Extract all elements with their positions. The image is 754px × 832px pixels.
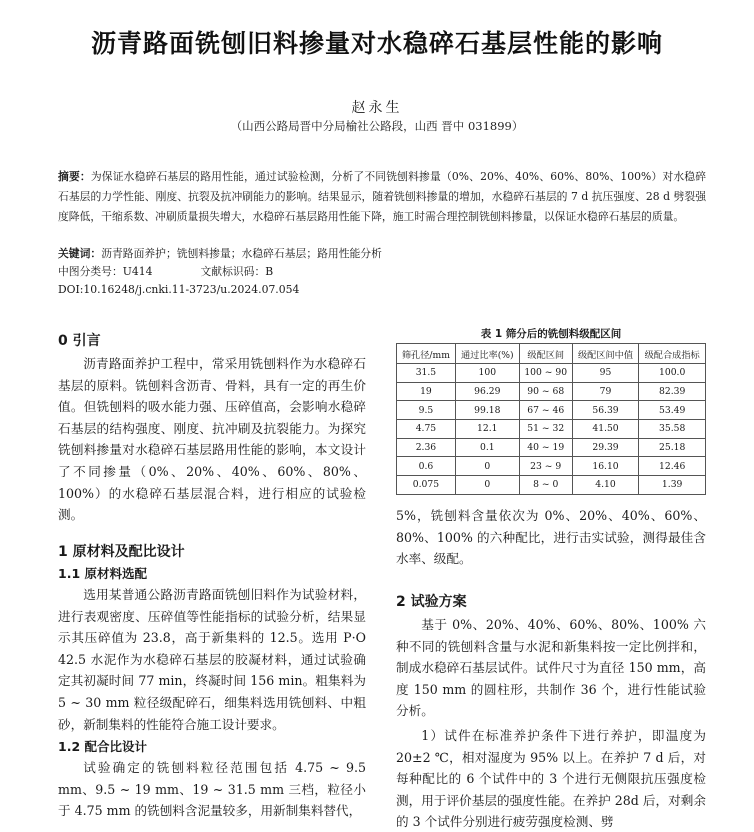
table-cell: 12.1 — [455, 420, 519, 439]
table-cell: 95 — [572, 364, 639, 383]
section-2-paragraph-1: 基于 0%、20%、40%、60%、80%、100% 六种不同的铣刨料含量与水泥和新集料按一定比例拌和，制成水稳碎石基层试件。试件尺寸为直径 150 mm，高度 150 mm 的圆柱形，共制作 36 个，进行性能试验分析。 — [396, 617, 706, 719]
table-cell: 99.18 — [455, 401, 519, 420]
section-1-1-heading: 1.1 原材料选配 — [58, 566, 147, 581]
table-cell: 29.39 — [572, 438, 639, 457]
table-cell: 4.10 — [572, 476, 639, 495]
section-1-2-heading: 1.2 配合比设计 — [58, 739, 147, 755]
table-cell: 100 ~ 90 — [519, 364, 572, 383]
section-1-2-paragraph: 试验确定的铣刨料粒径范围包括 4.75 ~ 9.5 mm、9.5 ~ 19 mm、19 ~ 31.5 mm 三档，粒径小于 4.75 mm 的铣刨料含泥量较多，用新制集料替代， — [58, 760, 366, 819]
gradation-table — [396, 343, 706, 495]
table-cell: 56.39 — [572, 401, 639, 420]
table-cell: 90 ~ 68 — [519, 382, 572, 401]
affiliation: （山西公路局晋中分局榆社公路段，山西 晋中 031899） — [230, 119, 524, 133]
table-row — [397, 420, 706, 439]
table-cell: 79 — [572, 382, 639, 401]
table-cell: 53.49 — [639, 401, 706, 420]
table-cell: 2.36 — [397, 438, 456, 457]
table-cell: 41.50 — [572, 420, 639, 439]
abstract-label: 摘要： — [58, 170, 91, 183]
table-header-cell: 筛孔径/mm — [397, 344, 456, 364]
table-cell: 100 — [455, 364, 519, 383]
table-cell: 12.46 — [639, 457, 706, 476]
paper-title: 沥青路面铣刨旧料掺量对水稳碎石基层性能的影响 — [90, 29, 663, 58]
keywords-label: 关键词： — [58, 247, 102, 260]
abstract-text: 为保证水稳碎石基层的路用性能，通过试验检测，分析了不同铣刨料掺量（0%、20%、40%、60%、80%、100%）对水稳碎石基层的力学性能、刚度、抗裂及抗冲刷能力的影响。结果显示，随着铣刨料掺量的增加，水稳碎石基层的 7 d 抗压强度、28 d 劈裂强度降低，干缩系数、冲刷质量损失增大，水稳碎石基层路用性能下降，施工时需合理控制铣刨料掺量，以保证水稳碎石基层的质量。 — [58, 170, 707, 223]
clc-label: 中图分类号： — [58, 265, 123, 278]
section-2-paragraph-2: 1）试件在标准养护条件下进行养护，即温度为 20±2 ℃，相对湿度为 95% 以上。在养护 7 d 后，对每种配比的 6 个试件中的 3 个进行无侧限抗压强度检测，用于评价基层的强度性能。在养护 28d 后，对剩余的 3 个试件分别进行疲劳强度检测、劈 — [396, 727, 706, 830]
table-cell: 40 ~ 19 — [519, 438, 572, 457]
abstract — [58, 167, 706, 226]
table-cell: 96.29 — [455, 382, 519, 401]
section-0 — [58, 329, 366, 526]
classification — [58, 263, 273, 280]
table-cell: 23 ~ 9 — [519, 457, 572, 476]
table-cell: 16.10 — [572, 457, 639, 476]
table-cell: 100.0 — [639, 364, 706, 383]
table-row — [397, 401, 706, 420]
table-cell: 0 — [455, 457, 519, 476]
keywords-text: 沥青路面养护；铣刨料掺量；水稳碎石基层；路用性能分析 — [101, 247, 382, 260]
table-header-cell: 级配合成指标 — [639, 344, 706, 364]
table-row — [397, 476, 706, 495]
section-1-1-paragraph: 选用某普通公路沥青路面铣刨旧料作为试验材料，进行表观密度、压碎值等性能指标的试验分析，结果显示其压碎值为 23.8，高于新集料的 12.5。选用 P·O 42.5 水泥作为水稳碎石基层的胶凝材料，通过试验确定其初凝时间 77 min，终凝时间 156 min。粗集料为 5 ~ 30 mm 粒径级配碎石，细集料选用铣刨料、中粗砂，新制集料的性能符合施工设计要求。 — [58, 587, 366, 732]
section-2-heading: 2 试验方案 — [396, 594, 467, 610]
table-header-cell: 级配区间 — [519, 344, 572, 364]
table-cell: 25.18 — [639, 438, 706, 457]
table-row — [397, 457, 706, 476]
table-row — [397, 364, 706, 383]
keywords — [58, 245, 706, 262]
table-cell: 0 — [455, 476, 519, 495]
table-cell: 19 — [397, 382, 456, 401]
table-cell: 31.5 — [397, 364, 456, 383]
section-1 — [58, 540, 366, 822]
table-cell: 67 ~ 46 — [519, 401, 572, 420]
table-cell: 82.39 — [639, 382, 706, 401]
table-cell: 35.58 — [639, 420, 706, 439]
doi: DOI:10.16248/j.cnki.11-3723/u.2024.07.054 — [58, 283, 300, 296]
table-cell: 1.39 — [639, 476, 706, 495]
table-cell: 9.5 — [397, 401, 456, 420]
table-cell: 0.1 — [455, 438, 519, 457]
table-caption: 表 1 筛分后的铣刨料级配区间 — [480, 328, 622, 340]
author: 赵永生 — [351, 100, 403, 116]
table-cell: 0.075 — [397, 476, 456, 495]
table-cell: 8 ~ 0 — [519, 476, 572, 495]
section-0-paragraph: 沥青路面养护工程中，常采用铣刨料作为水稳碎石基层的原料。铣刨料含沥青、骨料，具有一定的再生价值。但铣刨料的吸水能力强、压碎值高，会影响水稳碎石基层的结构强度、刚度、抗冲刷及抗裂能力。为探究铣刨料掺量对水稳碎石基层路用性能的影响，本文设计了不同掺量（0%、20%、40%、60%、80%、100%）的水稳碎石基层混合料，进行相应的试验检测。 — [58, 356, 366, 523]
doc-code-value: B — [265, 265, 274, 278]
section-2 — [396, 590, 706, 832]
table-cell: 51 ~ 32 — [519, 420, 572, 439]
table-header-cell: 通过比率(%) — [455, 344, 519, 364]
continuation-paragraph: 5%，铣刨料含量依次为 0%、20%、40%、60%、80%、100% 的六种配比，进行击实试验，测得最佳含水率、级配。 — [396, 508, 706, 567]
right-column-continuation — [396, 505, 706, 570]
section-1-heading: 1 原材料及配比设计 — [58, 544, 185, 560]
clc-value: U414 — [122, 265, 153, 278]
table-cell: 4.75 — [397, 420, 456, 439]
section-0-heading: 0 引言 — [58, 333, 101, 349]
table-row — [397, 438, 706, 457]
table-header-cell: 级配区间中值 — [572, 344, 639, 364]
doc-code-label: 文献标识码： — [200, 265, 266, 278]
table-cell: 0.6 — [397, 457, 456, 476]
table-row — [397, 382, 706, 401]
table-header-row — [397, 344, 706, 364]
